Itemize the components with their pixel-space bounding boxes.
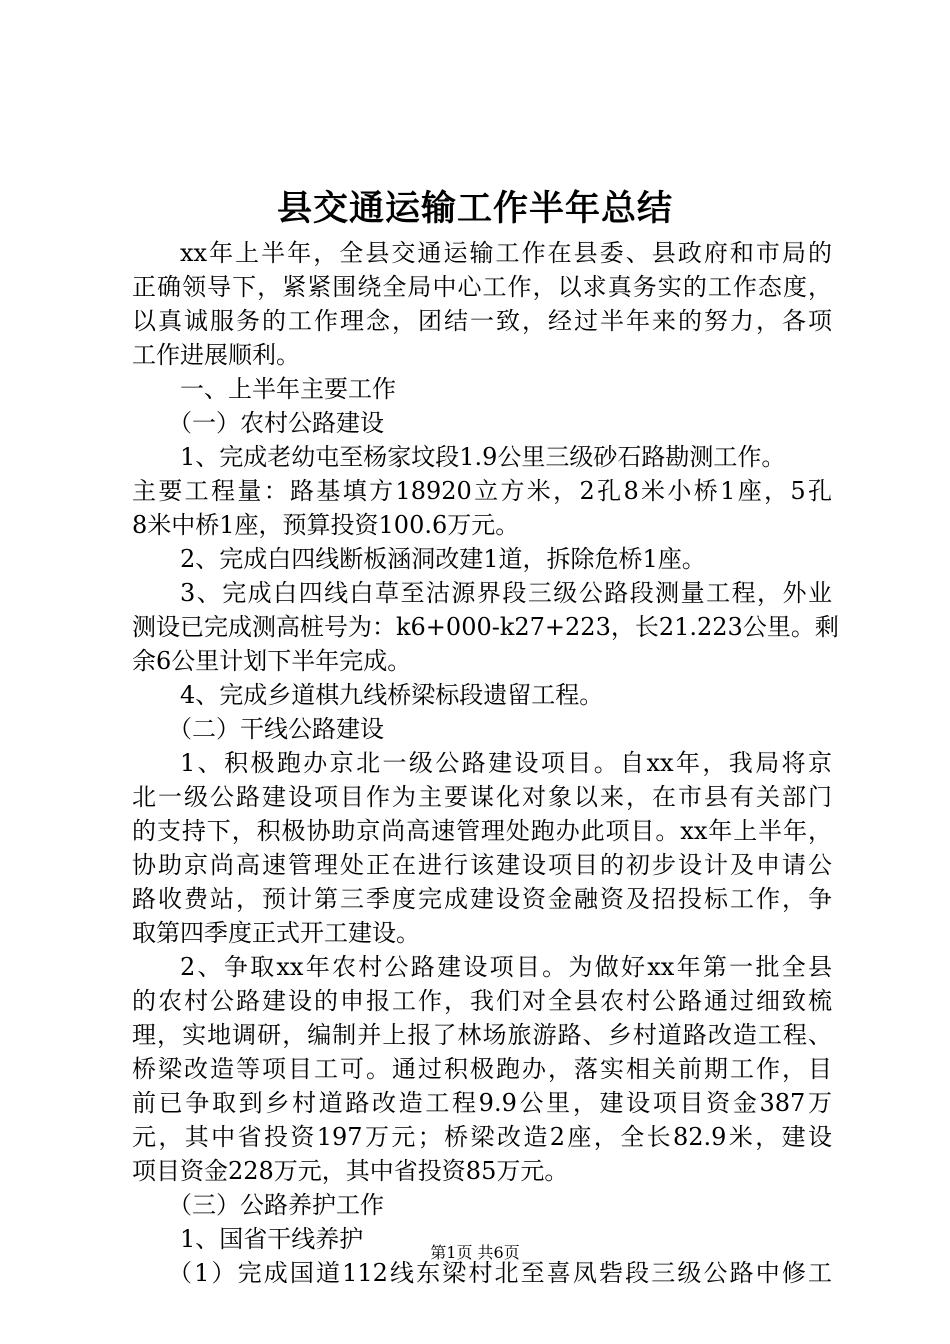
paragraph-line: 3、完成白四线白草至沽源界段三级公路段测量工程，外业: [180, 579, 832, 607]
paragraph-line: 主要工程量：路基填方18920立方米，2孔8米小桥1座，5孔: [132, 477, 832, 505]
paragraph-line: 1、积极跑办京北一级公路建设项目。自xx年，我局将京: [180, 749, 832, 777]
paragraph-line: 的农村公路建设的申报工作，我们对全县农村公路通过细致梳: [132, 987, 832, 1015]
paragraph-line: 2、争取xx年农村公路建设项目。为做好xx年第一批全县: [180, 953, 832, 981]
paragraph-line: xx年上半年，全县交通运输工作在县委、县政府和市局的: [180, 239, 832, 267]
paragraph-line: 1、完成老幼屯至杨家坟段1.9公里三级砂石路勘测工作。: [180, 443, 786, 471]
paragraph-line: 余6公里计划下半年完成。: [132, 647, 412, 675]
paragraph-line: 8米中桥1座，预算投资100.6万元。: [132, 511, 520, 539]
paragraph-line: 元，其中省投资197万元；桥梁改造2座，全长82.9米，建设: [132, 1123, 832, 1151]
paragraph-line: 2、完成白四线断板涵洞改建1道，拆除危桥1座。: [180, 545, 706, 573]
paragraph-line: 北一级公路建设项目作为主要谋化对象以来，在市县有关部门: [132, 783, 832, 811]
paragraph-line: 4、完成乡道棋九线桥梁标段遗留工程。: [180, 681, 604, 709]
subsection-heading: （二）干线公路建设: [168, 715, 384, 743]
paragraph-line: 桥梁改造等项目工可。通过积极跑办，落实相关前期工作，目: [132, 1055, 832, 1083]
document-body: [132, 236, 839, 1290]
paragraph-line: 以真诚服务的工作理念，团结一致，经过半年来的努力，各项: [132, 307, 832, 335]
paragraph-line: 路收费站，预计第三季度完成建设资金融资及招投标工作，争: [132, 885, 832, 913]
subsection-heading: （三）公路养护工作: [168, 1191, 384, 1219]
paragraph-line: 前已争取到乡村道路改造工程9.9公里，建设项目资金387万: [132, 1089, 832, 1117]
document-title: 县交通运输工作半年总结: [276, 188, 673, 229]
page-number-footer: 第1页 共6页: [430, 1243, 520, 1262]
paragraph-line: 理，实地调研，编制并上报了林场旅游路、乡村道路改造工程、: [132, 1021, 832, 1049]
section-heading: 一、上半年主要工作: [180, 375, 396, 403]
paragraph-line: （1）完成国道112线东梁村北至喜凤砦段三级公路中修工: [168, 1259, 832, 1287]
paragraph-line: 1、国省干线养护: [180, 1225, 364, 1253]
paragraph-line: 项目资金228万元，其中省投资85万元。: [132, 1157, 569, 1185]
paragraph-line: 工作进展顺利。: [132, 341, 300, 369]
paragraph-line: 取第四季度正式开工建设。: [132, 919, 420, 947]
paragraph-line: 测设已完成测高桩号为：k6+000-k27+223，长21.223公里。剩: [132, 613, 839, 641]
paragraph-line: 协助京尚高速管理处正在进行该建设项目的初步设计及申请公: [132, 851, 832, 879]
paragraph-line: 的支持下，积极协助京尚高速管理处跑办此项目。xx年上半年，: [132, 817, 832, 845]
paragraph-line: 正确领导下，紧紧围绕全局中心工作，以求真务实的工作态度，: [132, 273, 832, 301]
subsection-heading: （一）农村公路建设: [168, 409, 384, 437]
